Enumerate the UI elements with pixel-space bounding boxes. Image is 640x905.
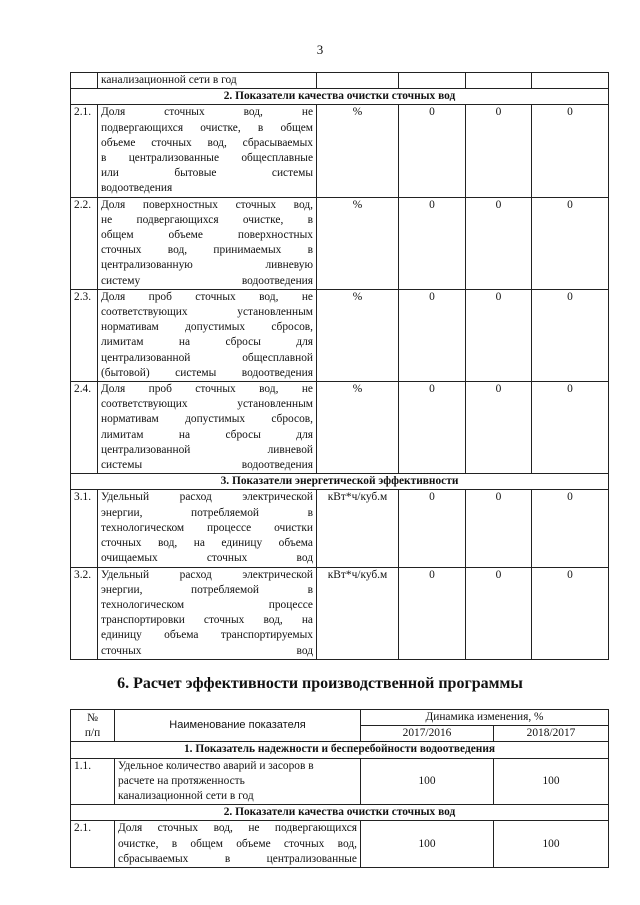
section-title: 2. Показатели качества очистки сточных вод [71,805,609,821]
row-value: 0 [466,105,532,197]
efficiency-table [70,709,609,868]
row-value: 0 [532,382,609,474]
column-dynamics-header: Динамика изменения, % [361,710,609,726]
row-value: 0 [466,490,532,567]
row-value: 0 [399,197,466,289]
table-row [71,382,609,474]
table-row [71,73,609,89]
section-title: 1. Показатель надежности и бесперебойности водоотведения [71,742,609,758]
row-value: 0 [466,382,532,474]
row-value: 0 [399,567,466,659]
indicators-table [70,72,609,660]
row-description: канализационной сети в год [98,73,317,89]
row-index: 2.3. [71,289,98,381]
row-description: Удельное количество аварий и засоров в расчете на протяженность канализационной сети в год [115,758,361,805]
column-name-header: Наименование показателя [115,710,361,742]
row-description: Доля сточных вод, не подвергающихся очистке, в общем объеме сточных вод, сбрасываемых в централизованные общесплавные или бытовые системы водоотведения [98,105,317,197]
row-description: Удельный расход электрической энергии, потребляемой в технологическом процессе очистки сточных вод, на единицу объема очищаемых сточных вод [98,490,317,567]
table-row [71,490,609,567]
row-unit: кВт*ч/куб.м [317,490,399,567]
section-header-row [71,474,609,490]
section-title: 3. Показатели энергетической эффективности [71,474,609,490]
row-unit: % [317,289,399,381]
row-value: 0 [532,490,609,567]
row-value: 0 [399,490,466,567]
row-value: 0 [466,567,532,659]
row-index: 2.4. [71,382,98,474]
section-3-rows [71,490,609,659]
column-year-header: 2018/2017 [494,726,609,742]
row-unit: % [317,382,399,474]
row-value: 0 [466,197,532,289]
row-value: 100 [361,758,494,805]
row-description: Удельный расход электрической энергии, потребляемой в технологическом процессе транспортировки сточных вод, на единицу объема транспортируемых сточных вод [98,567,317,659]
row-value: 100 [494,758,609,805]
row-value: 0 [532,289,609,381]
table-row [71,821,609,868]
section-6-heading: 6. Расчет эффективности производственной программы [117,675,523,692]
row-value: 0 [399,289,466,381]
section-2-rows [71,105,609,474]
row-index: 2.1. [71,105,98,197]
row-index: 2.2. [71,197,98,289]
column-number-header: № п/п [71,710,115,742]
row-index: 3.2. [71,567,98,659]
row-value: 0 [399,105,466,197]
row-value: 0 [466,289,532,381]
row-index: 2.1. [71,821,115,868]
table-row [71,289,609,381]
row-description: Доля проб сточных вод, не соответствующих установленным нормативам допустимых сбросов, лимитам на сбросы для централизованной ливневой системы водоотведения [98,382,317,474]
section-header-row [71,89,609,105]
table-row [71,567,609,659]
section-title: 2. Показатели качества очистки сточных вод [71,89,609,105]
table-row [71,758,609,805]
column-year-header: 2017/2016 [361,726,494,742]
row-value: 100 [494,821,609,868]
row-description: Доля поверхностных сточных вод, не подвергающихся очистке, в общем объеме поверхностных сточных вод, принимаемых в централизованную ливневую систему водоотведения [98,197,317,289]
page-number: 3 [316,42,324,57]
row-value: 100 [361,821,494,868]
row-description: Доля сточных вод, не подвергающихся очистке, в общем объеме сточных вод, сбрасываемых в централизованные [115,821,361,868]
table-row [71,105,609,197]
row-value: 0 [532,105,609,197]
row-value: 0 [532,197,609,289]
row-unit: % [317,197,399,289]
row-index: 1.1. [71,758,115,805]
row-value: 0 [399,382,466,474]
row-description: Доля проб сточных вод, не соответствующих установленным нормативам допустимых сбросов, лимитам на сбросы для централизованной общесплавной (бытовой) системы водоотведения [98,289,317,381]
row-unit: кВт*ч/куб.м [317,567,399,659]
section-header-row [71,742,609,758]
row-unit: % [317,105,399,197]
table-row [71,197,609,289]
section-header-row [71,805,609,821]
row-index: 3.1. [71,490,98,567]
row-value: 0 [532,567,609,659]
